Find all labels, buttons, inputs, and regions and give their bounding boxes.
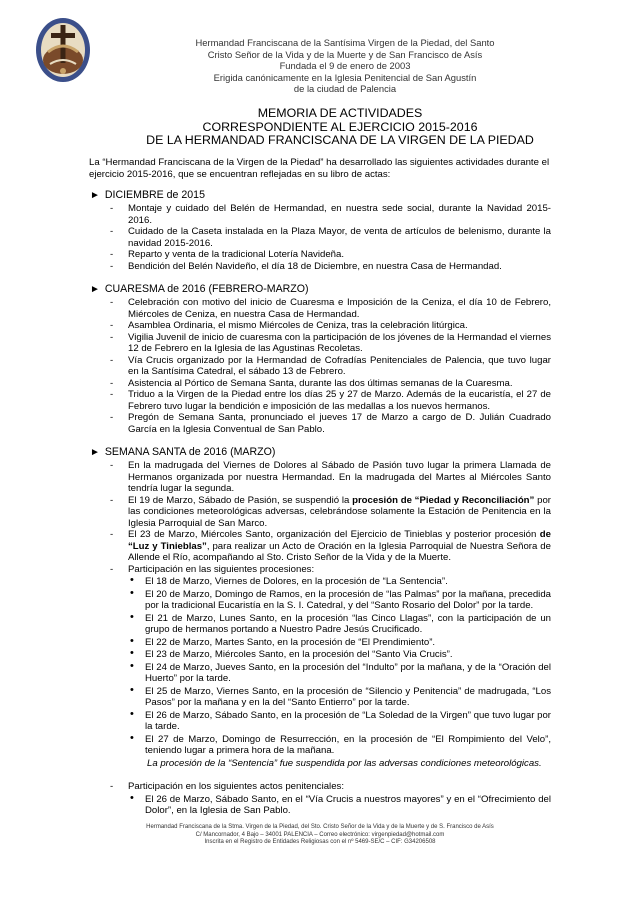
list-item: - Asamblea Ordinaria, el mismo Miércoles de Ceniza, tras la celebración litúrgica. <box>89 320 551 332</box>
bold-procession-name: de “Luz y Tinieblas” <box>128 529 551 552</box>
section-heading <box>90 446 551 459</box>
list-item: - Triduo a la Virgen de la Piedad entre los días 25 y 27 de Marzo. Además de la eucaristía, el 27 de Febrero tuvo lugar la bendición e imposición de las medallas a los nuevos hermanos. <box>89 389 551 412</box>
activity-list <box>89 203 551 272</box>
footer-line: C/ Mancornador, 4 Bajo – 34001 PALENCIA – Correo electrónico: virgenpiedad@hotmail.com <box>195 831 445 838</box>
procession-item: • El 21 de Marzo, Lunes Santo, en la procesión “las Cinco Llagas”, con la participación de un grupo de hermanos portando a Nuestro Padre Jesús Crucificado. <box>128 613 551 636</box>
text-run: por las condiciones meteorológicas adversas, celebrándose solamente la Estación de Penitencia en la Iglesia Parroquial de San Marco. <box>128 494 551 529</box>
list-item <box>89 564 551 782</box>
penitential-item: • El 26 de Marzo, Sábado Santo, en el “Vía Crucis a nuestros mayores” y en el “Ofrecimiento del Dolor”, en la Iglesia de San Pablo. <box>128 794 551 817</box>
procession-item: • El 22 de Marzo, Martes Santo, en la procesión de “El Prendimiento”. <box>128 637 551 649</box>
text-run: El 19 de Marzo, Sábado de Pasión, se suspendió la <box>128 494 353 506</box>
text-run: , para realizar un Acto de Oración en la Iglesia Parroquial de Nuestra Señora de Allende el Río, acompañando al Sto. Cristo Señor de la Vida y de la Muerte. <box>128 540 551 563</box>
list-item: - Reparto y venta de la tradicional Lotería Navideña. <box>89 249 551 261</box>
section-heading <box>90 189 551 202</box>
letterhead-line: Erigida canónicamente en la Iglesia Penitencial de San Agustín <box>213 71 477 83</box>
list-item: - En la madrugada del Viernes de Dolores al Sábado de Pasión tuvo lugar la primera Llamada de Hermanos organizada por nuestra Hermandad. En la madrugada del Martes al Miércoles Santo tendría lugar la segunda. <box>89 460 551 495</box>
procession-list <box>128 576 551 757</box>
activity-list <box>89 460 551 817</box>
list-item-label: Participación en los siguientes actos penitenciales: <box>128 781 344 792</box>
letterhead-line: Fundada el 9 de enero de 2003 <box>279 60 411 72</box>
letterhead-line: de la ciudad de Palencia <box>293 83 397 95</box>
brotherhood-crest-icon <box>34 16 92 84</box>
list-item: - Celebración con motivo del inicio de Cuaresma e Imposición de la Ceniza, el día 10 de Febrero, Miércoles de Ceniza, en nuestra Casa de Hermandad. <box>89 297 551 320</box>
section-cuaresma <box>89 283 551 435</box>
letterhead-line: Cristo Señor de la Vida y de la Muerte y de San Francisco de Asís <box>207 48 483 60</box>
procession-item: • El 25 de Marzo, Viernes Santo, en la procesión de “Silencio y Penitencia” de madrugada, “Los Pasos” por la mañana y en la del “Santo Entierro” por la tarde. <box>128 686 551 709</box>
procession-item: • El 26 de Marzo, Sábado Santo, en la procesión de “La Soledad de la Virgen” que tuvo lugar por la tarde. <box>128 710 551 733</box>
document-body <box>89 157 551 828</box>
document-title <box>90 107 590 148</box>
list-item: - Vigilia Juvenil de inicio de cuaresma con la participación de los jóvenes de la Hermandad el viernes 12 de Febrero en la Iglesia de las Agustinas Recoletas. <box>89 332 551 355</box>
list-item <box>89 529 551 564</box>
title-line: CORRESPONDIENTE AL EJERCICIO 2015-2016 <box>202 119 478 134</box>
activity-list <box>89 297 551 435</box>
letterhead-line: Hermandad Franciscana de la Santísima Virgen de la Piedad, del Santo <box>195 37 495 48</box>
list-item: - Asistencia al Pórtico de Semana Santa, durante las dos últimas semanas de la Cuaresma. <box>89 378 551 390</box>
title-line: DE LA HERMANDAD FRANCISCANA DE LA VIRGEN DE LA PIEDAD <box>146 133 534 148</box>
list-item: - Montaje y cuidado del Belén de Hermandad, en nuestra sede social, durante la Navidad 2015-2016. <box>89 203 551 226</box>
list-item <box>89 495 551 530</box>
section-heading <box>90 283 551 296</box>
section-semana-santa <box>89 446 551 817</box>
procession-item: • El 18 de Marzo, Viernes de Dolores, en la procesión de “La Sentencia”. <box>128 576 551 588</box>
text-run: El 23 de Marzo, Miércoles Santo, organización del Ejercicio de Tinieblas y posterior procesión <box>128 529 540 540</box>
page-footer <box>60 824 580 847</box>
section-heading-label: SEMANA SANTA de 2016 (MARZO) <box>104 446 276 458</box>
penitential-list <box>128 794 551 817</box>
bold-procession-name: procesión de “Piedad y Reconciliación” <box>352 494 535 506</box>
arrow-icon: ► <box>90 284 100 295</box>
procession-item: • El 23 de Marzo, Miércoles Santo, en la procesión del “Santo Via Crucis”. <box>128 649 551 661</box>
suspension-note: La procesión de la “Sentencia” fue suspendida por las adversas condiciones meteorológicas. <box>147 757 542 769</box>
section-heading-label: DICIEMBRE de 2015 <box>104 189 205 201</box>
arrow-icon: ► <box>90 190 100 201</box>
list-item: - Vía Crucis organizado por la Hermandad de Cofradías Penitenciales de Palencia, que tuvo lugar en la Santísima Catedral, el sábado 13 de Febrero. <box>89 355 551 378</box>
list-item: - Cuidado de la Caseta instalada en la Plaza Mayor, de venta de artículos de belenismo, durante la navidad 2015-2016. <box>89 226 551 249</box>
procession-item: • El 20 de Marzo, Domingo de Ramos, en la procesión de “las Palmas” por la mañana, precedida por la tradicional Eucaristía en la S. I. Catedral, y del “Santo Rosario del Dolor” por la tarde. <box>128 589 551 612</box>
section-heading-label: CUARESMA de 2016 (FEBRERO-MARZO) <box>104 283 309 295</box>
procession-item: • El 27 de Marzo, Domingo de Resurrección, en la procesión de “El Rompimiento del Velo”, teniendo lugar a primera hora de la mañana. <box>128 734 551 757</box>
list-item: - Bendición del Belén Navideño, el día 18 de Diciembre, en nuestra Casa de Hermandad. <box>89 261 551 273</box>
arrow-icon: ► <box>90 447 100 458</box>
footer-line: Hermandad Franciscana de la Stma. Virgen de la Piedad, del Sto. Cristo Señor de la Vida y de la Muerte y de S. Francisco de Asís <box>146 824 494 830</box>
list-item: - Pregón de Semana Santa, pronunciado el jueves 17 de Marzo a cargo de D. Julián Cuadrado García en la Iglesia Conventual de San Pablo. <box>89 412 551 435</box>
procession-item: • El 24 de Marzo, Jueves Santo, en la procesión del “Indulto” por la mañana, y de la “Oración del Huerto” por la tarde. <box>128 662 551 685</box>
footer-line: Inscrita en el Registro de Entidades Religiosas con el nº 5469-SE/C – CIF: G34206508 <box>204 839 436 846</box>
intro-paragraph: La “Hermandad Franciscana de la Virgen de la Piedad” ha desarrollado las siguientes actividades durante el ejercicio 2015-2016, que se encuentran reflejadas en su libro de actas: <box>89 157 550 180</box>
spacer <box>128 769 551 781</box>
letterhead <box>100 37 590 95</box>
list-item-label: Participación en las siguientes procesiones: <box>128 563 315 575</box>
title-line: MEMORIA DE ACTIVIDADES <box>257 106 423 120</box>
list-item <box>89 781 551 817</box>
section-diciembre <box>89 189 551 272</box>
